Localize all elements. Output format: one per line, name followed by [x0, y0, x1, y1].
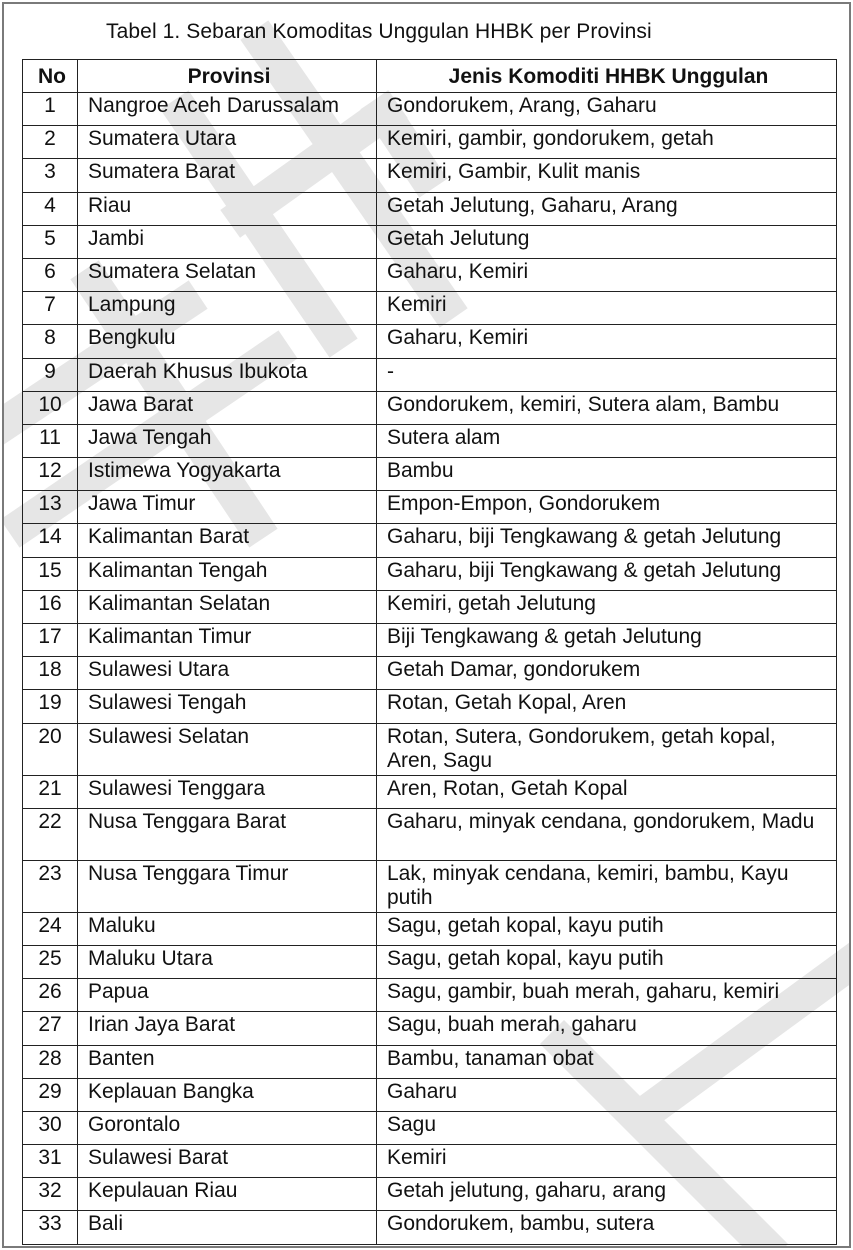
header-no: No [23, 60, 78, 93]
row-number: 8 [23, 325, 78, 358]
row-provinsi: Gorontalo [78, 1111, 377, 1144]
row-komoditi: Getah Damar, gondorukem [377, 657, 837, 690]
row-provinsi: Lampung [78, 292, 377, 325]
table-row [23, 424, 837, 457]
row-provinsi: Jambi [78, 225, 377, 258]
table-row [23, 126, 837, 159]
row-komoditi: Sagu [377, 1111, 837, 1144]
row-provinsi: Sumatera Barat [78, 159, 377, 192]
row-komoditi: Aren, Rotan, Getah Kopal [377, 775, 837, 808]
table-row [23, 1078, 837, 1111]
row-komoditi: Gaharu [377, 1078, 837, 1111]
row-number: 9 [23, 358, 78, 391]
row-provinsi: Jawa Tengah [78, 424, 377, 457]
table-row [23, 1178, 837, 1211]
table-row [23, 979, 837, 1012]
row-komoditi: Gaharu, biji Tengkawang & getah Jelutung [377, 557, 837, 590]
row-komoditi: Sutera alam [377, 424, 837, 457]
table-row [23, 93, 837, 126]
table-row [23, 192, 837, 225]
row-komoditi: Gaharu, Kemiri [377, 258, 837, 291]
row-number: 13 [23, 491, 78, 524]
row-number: 1 [23, 93, 78, 126]
row-provinsi: Kalimantan Barat [78, 524, 377, 557]
table-row [23, 723, 837, 775]
table-row [23, 225, 837, 258]
row-number: 18 [23, 657, 78, 690]
row-komoditi: Getah jelutung, gaharu, arang [377, 1178, 837, 1211]
row-provinsi: Banten [78, 1045, 377, 1078]
row-komoditi: Empon-Empon, Gondorukem [377, 491, 837, 524]
table-row [23, 1145, 837, 1178]
row-provinsi: Nusa Tenggara Barat [78, 808, 377, 860]
table-row [23, 860, 837, 912]
row-provinsi: Daerah Khusus Ibukota [78, 358, 377, 391]
row-number: 19 [23, 690, 78, 723]
table-row [23, 1211, 837, 1244]
table-row [23, 358, 837, 391]
row-provinsi: Nangroe Aceh Darussalam [78, 93, 377, 126]
row-komoditi: Gaharu, biji Tengkawang & getah Jelutung [377, 524, 837, 557]
row-provinsi: Sulawesi Barat [78, 1145, 377, 1178]
row-provinsi: Kalimantan Tengah [78, 557, 377, 590]
row-provinsi: Irian Jaya Barat [78, 1012, 377, 1045]
row-komoditi: Kemiri [377, 292, 837, 325]
table-row [23, 690, 837, 723]
row-number: 28 [23, 1045, 78, 1078]
row-provinsi: Sulawesi Tengah [78, 690, 377, 723]
row-komoditi: Rotan, Sutera, Gondorukem, getah kopal, Aren, Sagu [377, 723, 837, 775]
row-provinsi: Kalimantan Timur [78, 624, 377, 657]
row-number: 3 [23, 159, 78, 192]
row-komoditi: Getah Jelutung, Gaharu, Arang [377, 192, 837, 225]
row-number: 24 [23, 912, 78, 945]
row-number: 14 [23, 524, 78, 557]
row-komoditi: Bambu, tanaman obat [377, 1045, 837, 1078]
header-komoditi: Jenis Komoditi HHBK Unggulan [377, 60, 837, 93]
table-row [23, 624, 837, 657]
row-number: 15 [23, 557, 78, 590]
table-row [23, 524, 837, 557]
row-number: 26 [23, 979, 78, 1012]
row-provinsi: Sumatera Selatan [78, 258, 377, 291]
table-row [23, 258, 837, 291]
row-number: 22 [23, 808, 78, 860]
row-number: 23 [23, 860, 78, 912]
table-row [23, 1012, 837, 1045]
row-number: 17 [23, 624, 78, 657]
row-number: 10 [23, 391, 78, 424]
table-row [23, 1111, 837, 1144]
row-number: 30 [23, 1111, 78, 1144]
row-provinsi: Sulawesi Utara [78, 657, 377, 690]
table-row [23, 1045, 837, 1078]
row-komoditi: Getah Jelutung [377, 225, 837, 258]
row-komoditi: Gaharu, Kemiri [377, 325, 837, 358]
table-row [23, 458, 837, 491]
row-provinsi: Kepulauan Riau [78, 1178, 377, 1211]
row-komoditi: Kemiri, Gambir, Kulit manis [377, 159, 837, 192]
row-number: 29 [23, 1078, 78, 1111]
table-body [23, 93, 837, 1245]
table-row [23, 292, 837, 325]
row-number: 6 [23, 258, 78, 291]
table-row [23, 808, 837, 860]
row-provinsi: Sumatera Utara [78, 126, 377, 159]
row-number: 25 [23, 945, 78, 978]
row-komoditi: Sagu, getah kopal, kayu putih [377, 945, 837, 978]
row-number: 16 [23, 590, 78, 623]
row-komoditi: Sagu, getah kopal, kayu putih [377, 912, 837, 945]
row-provinsi: Bengkulu [78, 325, 377, 358]
table-row [23, 391, 837, 424]
row-komoditi: Lak, minyak cendana, kemiri, bambu, Kayu putih [377, 860, 837, 912]
row-komoditi: Gaharu, minyak cendana, gondorukem, Madu [377, 808, 837, 860]
row-number: 33 [23, 1211, 78, 1244]
row-komoditi: Sagu, buah merah, gaharu [377, 1012, 837, 1045]
row-komoditi: Sagu, gambir, buah merah, gaharu, kemiri [377, 979, 837, 1012]
row-number: 21 [23, 775, 78, 808]
row-komoditi: Gondorukem, Arang, Gaharu [377, 93, 837, 126]
table-row [23, 325, 837, 358]
row-komoditi: Kemiri, gambir, gondorukem, getah [377, 126, 837, 159]
row-provinsi: Jawa Timur [78, 491, 377, 524]
table-title: Tabel 1. Sebaran Komoditas Unggulan HHBK per Provinsi [106, 20, 652, 43]
row-provinsi: Sulawesi Tenggara [78, 775, 377, 808]
row-provinsi: Bali [78, 1211, 377, 1244]
table-row [23, 945, 837, 978]
row-provinsi: Sulawesi Selatan [78, 723, 377, 775]
row-provinsi: Papua [78, 979, 377, 1012]
row-provinsi: Maluku [78, 912, 377, 945]
header-provinsi: Provinsi [78, 60, 377, 93]
row-komoditi: Rotan, Getah Kopal, Aren [377, 690, 837, 723]
table-header-row [23, 60, 837, 93]
row-number: 20 [23, 723, 78, 775]
table-row [23, 491, 837, 524]
row-provinsi: Riau [78, 192, 377, 225]
row-number: 2 [23, 126, 78, 159]
commodity-table [22, 59, 837, 1245]
row-number: 27 [23, 1012, 78, 1045]
row-number: 32 [23, 1178, 78, 1211]
row-komoditi: Bambu [377, 458, 837, 491]
row-provinsi: Jawa Barat [78, 391, 377, 424]
row-number: 4 [23, 192, 78, 225]
row-provinsi: Kalimantan Selatan [78, 590, 377, 623]
row-number: 11 [23, 424, 78, 457]
row-komoditi: - [377, 358, 837, 391]
row-komoditi: Gondorukem, kemiri, Sutera alam, Bambu [377, 391, 837, 424]
row-number: 12 [23, 458, 78, 491]
table-row [23, 557, 837, 590]
row-number: 7 [23, 292, 78, 325]
row-number: 31 [23, 1145, 78, 1178]
row-komoditi: Kemiri [377, 1145, 837, 1178]
row-provinsi: Keplauan Bangka [78, 1078, 377, 1111]
table-row [23, 775, 837, 808]
row-number: 5 [23, 225, 78, 258]
row-komoditi: Gondorukem, bambu, sutera [377, 1211, 837, 1244]
table-row [23, 657, 837, 690]
table-row [23, 590, 837, 623]
table-row [23, 159, 837, 192]
row-komoditi: Biji Tengkawang & getah Jelutung [377, 624, 837, 657]
document-frame [2, 2, 851, 1248]
table-row [23, 912, 837, 945]
row-provinsi: Maluku Utara [78, 945, 377, 978]
row-provinsi: Nusa Tenggara Timur [78, 860, 377, 912]
row-provinsi: Istimewa Yogyakarta [78, 458, 377, 491]
row-komoditi: Kemiri, getah Jelutung [377, 590, 837, 623]
